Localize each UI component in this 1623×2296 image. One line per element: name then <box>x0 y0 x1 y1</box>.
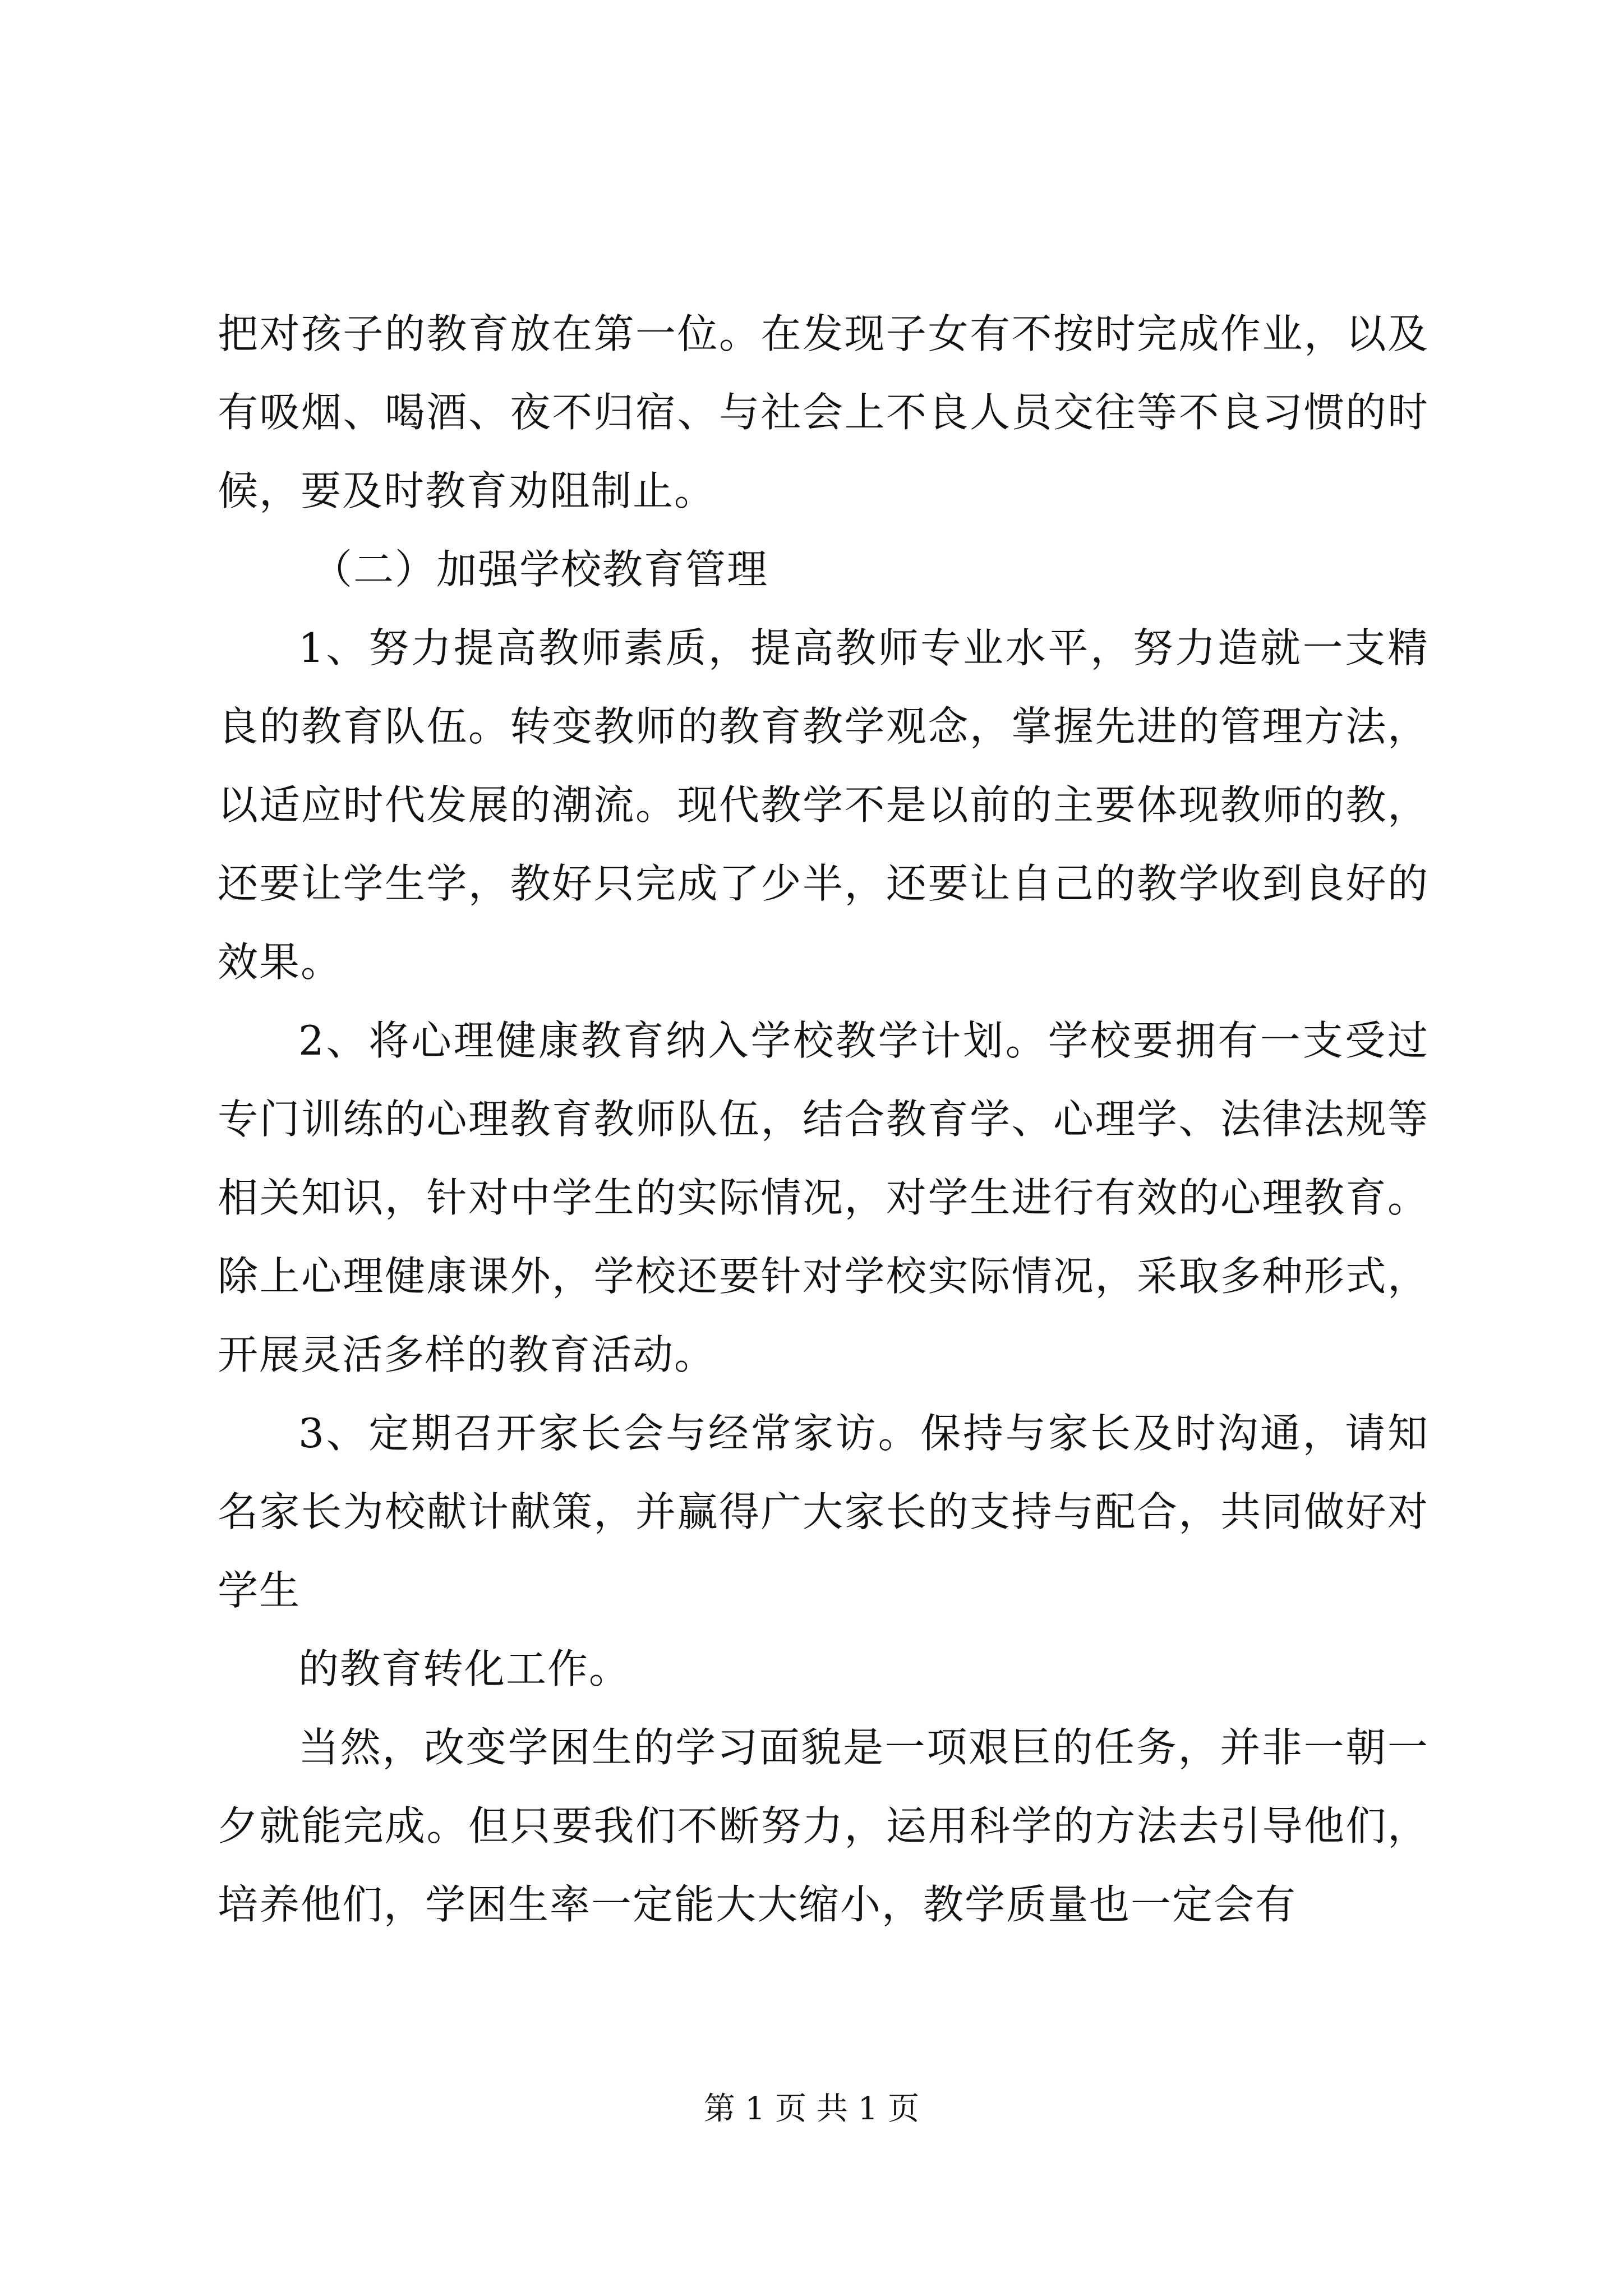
section-heading: （二）加强学校教育管理 <box>312 546 769 593</box>
paragraph-conclusion: 当然，改变学困生的学习面貌是一项艰巨的任务，并非一朝一夕就能完成。但只要我们不断努力，运用科学的方法去引导他们，培养他们，学困生率一定能大大缩小，教学质量也一定会有 <box>218 1724 1429 1928</box>
paragraph-item-3: 3、定期召开家长会与经常家访。保持与家长及时沟通，请知名家长为校献计献策，并赢得广大家长的支持与配合，共同做好对学生 <box>218 1410 1429 1614</box>
paragraph-item-3-continued: 的教育转化工作。 <box>298 1645 631 1692</box>
page-footer: 第 1 页 共 1 页 <box>703 2091 920 2127</box>
document-body <box>218 295 1429 1944</box>
paragraph-continuation: 把对孩子的教育放在第一位。在发现子女有不按时完成作业，以及有吸烟、喝酒、夜不归宿、与社会上不良人员交往等不良习惯的时候，要及时教育劝阻制止。 <box>218 310 1429 514</box>
paragraph-item-1: 1、努力提高教师素质，提高教师专业水平，努力造就一支精良的教育队伍。转变教师的教育教学观念，掌握先进的管理方法，以适应时代发展的潮流。现代教学不是以前的主要体现教师的教，还要让学生学，教好只完成了少半，还要让自己的教学收到良好的效果。 <box>218 624 1429 986</box>
paragraph-item-2: 2、将心理健康教育纳入学校教学计划。学校要拥有一支受过专门训练的心理教育教师队伍，结合教育学、心理学、法律法规等相关知识，针对中学生的实际情况，对学生进行有效的心理教育。除上心理健康课外，学校还要针对学校实际情况，采取多种形式，开展灵活多样的教育活动。 <box>218 1017 1429 1378</box>
